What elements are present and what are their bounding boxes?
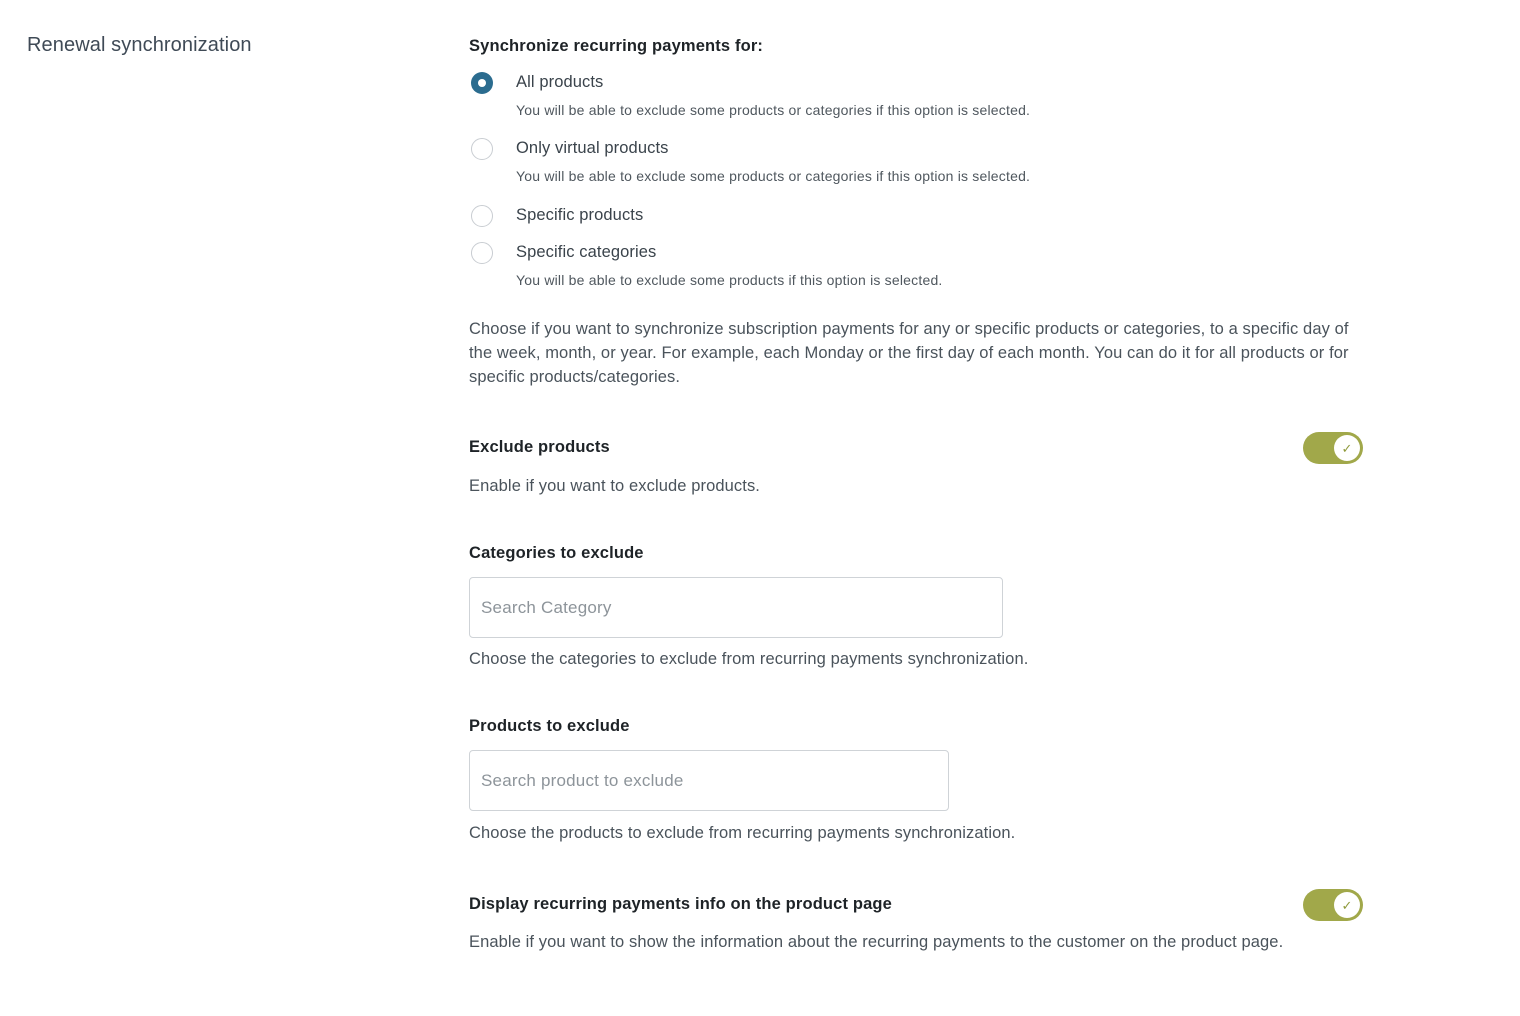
radio-virtual-products[interactable]	[471, 138, 493, 160]
radio-option-specific-categories[interactable]	[469, 242, 493, 264]
sync-help-text: Choose if you want to synchronize subscription payments for any or specific products or categories, to a specific day of the week, month, or year. For example, each Monday or the first day of each month. You can do it for all products or for specific products/categories.	[469, 320, 1349, 386]
display-info-toggle[interactable]	[1303, 889, 1363, 921]
products-exclude-label: Products to exclude	[469, 717, 630, 735]
check-icon: ✓	[1341, 897, 1353, 913]
radio-desc-all-products: You will be able to exclude some products or categories if this option is selected.	[516, 102, 1031, 118]
radio-desc-specific-categories: You will be able to exclude some products if this option is selected.	[516, 272, 943, 288]
toggle-knob	[1334, 892, 1360, 918]
radio-label-specific-categories[interactable]: Specific categories	[516, 243, 657, 261]
exclude-products-desc: Enable if you want to exclude products.	[469, 477, 760, 495]
display-info-desc: Enable if you want to show the information about the recurring payments to the customer on the product page.	[469, 933, 1284, 951]
radio-label-specific-products[interactable]: Specific products	[516, 206, 644, 224]
categories-exclude-label: Categories to exclude	[469, 544, 644, 562]
radio-specific-categories[interactable]	[471, 242, 493, 264]
toggle-knob	[1334, 435, 1360, 461]
radio-specific-products[interactable]	[471, 205, 493, 227]
radio-desc-virtual-products: You will be able to exclude some products or categories if this option is selected.	[516, 168, 1031, 184]
products-exclude-desc: Choose the products to exclude from recurring payments synchronization.	[469, 824, 1016, 842]
search-product-input[interactable]	[469, 750, 949, 811]
radio-option-specific-products[interactable]	[469, 205, 493, 227]
section-title: Renewal synchronization	[27, 34, 252, 56]
radio-label-all-products[interactable]: All products	[516, 73, 604, 91]
radio-option-all-products[interactable]	[469, 72, 493, 94]
exclude-products-toggle[interactable]	[1303, 432, 1363, 464]
categories-exclude-desc: Choose the categories to exclude from recurring payments synchronization.	[469, 650, 1029, 668]
check-icon: ✓	[1341, 440, 1353, 456]
radio-option-virtual-products[interactable]	[469, 138, 493, 160]
exclude-products-label: Exclude products	[469, 438, 610, 456]
radio-label-virtual-products[interactable]: Only virtual products	[516, 139, 669, 157]
search-category-input[interactable]	[469, 577, 1003, 638]
radio-all-products[interactable]	[471, 72, 493, 94]
sync-heading: Synchronize recurring payments for:	[469, 37, 764, 55]
display-info-label: Display recurring payments info on the product page	[469, 895, 892, 913]
